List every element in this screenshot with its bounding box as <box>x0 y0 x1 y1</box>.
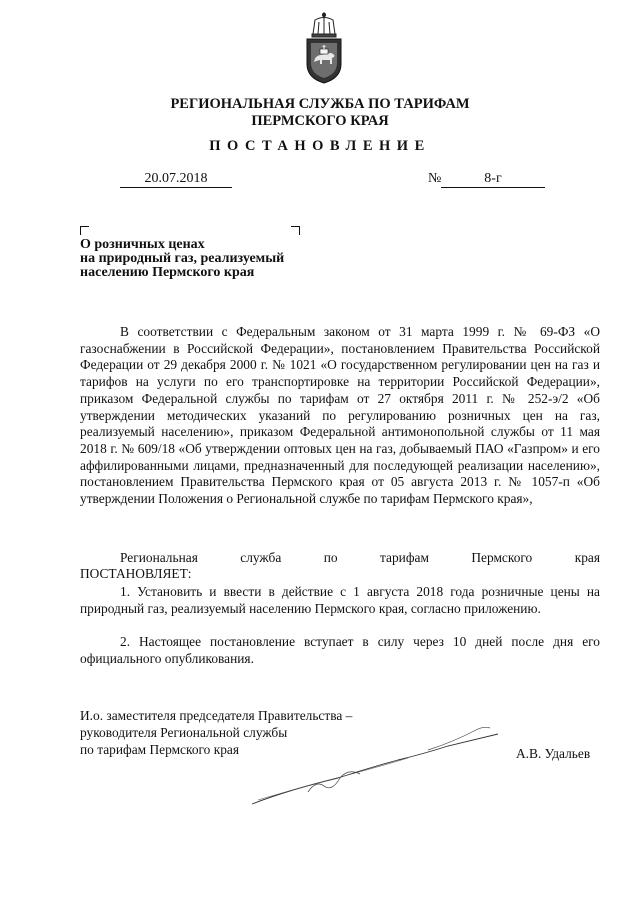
decree-resolves: ПОСТАНОВЛЯЕТ: <box>80 566 192 581</box>
subject-line3: населению Пермского края <box>80 265 255 280</box>
coat-of-arms-emblem <box>303 12 345 84</box>
decree-item-2: 2. Настоящее постановление вступает в силу через 10 дней после дня его официального опубликования. <box>80 634 600 666</box>
subject-corner-right <box>291 226 300 235</box>
crown-icon <box>312 12 336 37</box>
signatory-title-line1: И.о. заместителя председателя Правительства – <box>80 708 353 723</box>
decree-item-1: 1. Установить и ввести в действие с 1 августа 2018 года розничные цены на природный газ, реализуемый населению Пермского края, согласно приложению. <box>80 584 600 616</box>
handwritten-signature <box>248 720 508 810</box>
signatory-title-line3: по тарифам Пермского края <box>80 742 240 757</box>
preamble-paragraph: В соответствии с Федеральным законом от 31 марта 1999 г. № 69-ФЗ «О газоснабжении в Российской Федерации», постановлением Правительства Российской Федерации от 29 декабря 2000 г. № 1021 «О государственном регулировании цен на газ и тарифов на услуги по его транспортировке на территории Российской Федерации», приказом Федеральной службы по тарифам от 27 октября 2011 г. № 252-э/2 «Об утверждении методических указаний по регулированию розничных цен на газ, реализуемый населению», приказом Федеральной антимонопольной службы от 11 мая 2018 г. № 609/18 «Об утверждении оптовых цен на газ, добываемый ПАО «Газпром» и его аффилированными лицами, предназначенный для последующей реализации населению», постановлением Правительства Пермского края от 05 августа 2013 г. № 1057-п «Об утверждении Положения о Региональной службе по тарифам Пермского края», <box>80 324 600 507</box>
subject-line1: О розничных ценах <box>80 237 205 252</box>
decree-intro-line: Региональная служба по тарифам Пермского края <box>120 550 600 565</box>
organization-title-line2: ПЕРМСКОГО КРАЯ <box>251 113 389 129</box>
shield-icon <box>307 39 341 83</box>
subject-corner-left <box>80 226 89 235</box>
organization-title-line1: РЕГИОНАЛЬНАЯ СЛУЖБА ПО ТАРИФАМ <box>170 96 470 112</box>
document-number: 8-г <box>441 170 545 188</box>
document-type-heading: ПОСТАНОВЛЕНИЕ <box>209 138 431 154</box>
subject-line2: на природный газ, реализуемый <box>80 251 285 266</box>
document-date: 20.07.2018 <box>120 170 232 188</box>
signatory-name: А.В. Удальев <box>516 746 591 761</box>
signatory-title-line2: руководителя Региональной службы <box>80 725 288 740</box>
document-number-label: № <box>428 171 442 186</box>
